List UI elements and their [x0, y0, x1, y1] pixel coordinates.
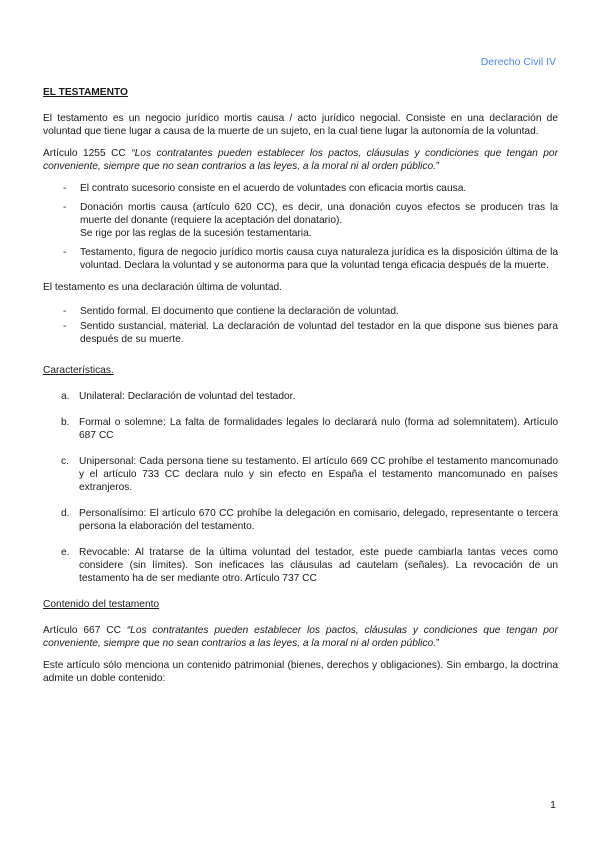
- article-1255-ref: Artículo 1255 CC: [43, 148, 132, 159]
- contenido-paragraph: Este artículo sólo menciona un contenido patrimonial (bienes, derechos y obligaciones). Sin embargo, la doctrina admite un doble contenido:: [43, 660, 558, 684]
- article-1255-close: ”: [436, 161, 440, 172]
- article-1255-quote: “Los contratantes pueden establecer los pactos, cláusulas y condiciones que tengan por conveniente, siempre que no sean contrarios a las leyes, a la moral ni al orden público.: [43, 148, 558, 172]
- list-item: - Sentido formal. El documento que contiene la declaración de voluntad.: [63, 305, 558, 318]
- list-item: - Sentido sustancial, material. La declaración de voluntad del testador en la que dispone sus bienes para después de su muerte.: [63, 320, 558, 346]
- article-1255-paragraph: [43, 147, 558, 173]
- list-item: c. Unipersonal: Cada persona tiene su testamento. El artículo 669 CC prohíbe el testamento mancomunado y el artículo 733 CC declara nulo y sin efecto en España el testamento mancomunado en países extranjeros.: [61, 456, 558, 493]
- list-item: b. Formal o solemne: La falta de formalidades legales lo declarará nulo (forma ad solemnitatem). Artículo 687 CC: [61, 417, 558, 441]
- document-header: Derecho Civil IV: [480, 56, 556, 68]
- contenido-heading: Contenido del testamento: [43, 599, 160, 610]
- document-title: EL TESTAMENTO: [43, 87, 128, 98]
- list-item: - Testamento, figura de negocio jurídico mortis causa cuya naturaleza jurídica es la disposición última de la voluntad. Declara la voluntad y se autonorma para que la voluntad tenga eficacia después de la muerte.: [63, 246, 558, 272]
- list-item: a. Unilateral: Declaración de voluntad del testador.: [61, 391, 296, 402]
- document-body: [43, 86, 558, 694]
- dash-list-1: [63, 182, 558, 272]
- article-667-quote: “Los contratantes pueden establecer los pactos, cláusulas y condiciones que tengan por conveniente, siempre que no sean contrarios a las leyes, a la moral ni al orden público.: [43, 625, 558, 649]
- article-667-paragraph: [43, 624, 558, 650]
- characteristics-list: [61, 390, 558, 585]
- dash-list-2: [63, 305, 558, 346]
- article-667-close: ”: [436, 638, 440, 649]
- list-item: e. Revocable: Al tratarse de la última voluntad del testador, este puede cambiarla tantas veces como considere (sin límites). Son ineficaces las cláusulas ad cautelam (señales). La revocación de un testamento ha de ser mediante otro. Artículo 737 CC: [61, 547, 558, 584]
- list-item: - El contrato sucesorio consiste en el acuerdo de voluntades con eficacia mortis causa.: [63, 182, 558, 195]
- page-number: 1: [550, 799, 556, 811]
- intro-paragraph: El testamento es un negocio jurídico mortis causa / acto jurídico negocial. Consiste en una declaración de voluntad que tiene lugar a causa de la muerte de un sujeto, en la cual tiene lugar la autonomía de la voluntad.: [43, 113, 558, 137]
- declaration-paragraph: El testamento es una declaración última de voluntad.: [43, 282, 282, 293]
- list-item: d. Personalísimo: El artículo 670 CC prohíbe la delegación en comisario, delegado, representante o tercera persona la elaboración del testamento.: [61, 508, 558, 532]
- characteristics-heading: Características.: [43, 365, 114, 376]
- list-item: - Donación mortis causa (artículo 620 CC), es decir, una donación cuyos efectos se producen tras la muerte del donante (requiere la aceptación del donatario). Se rige por las reglas de la sucesión testamentaria.: [63, 201, 558, 240]
- article-667-ref: Artículo 667 CC: [43, 625, 127, 636]
